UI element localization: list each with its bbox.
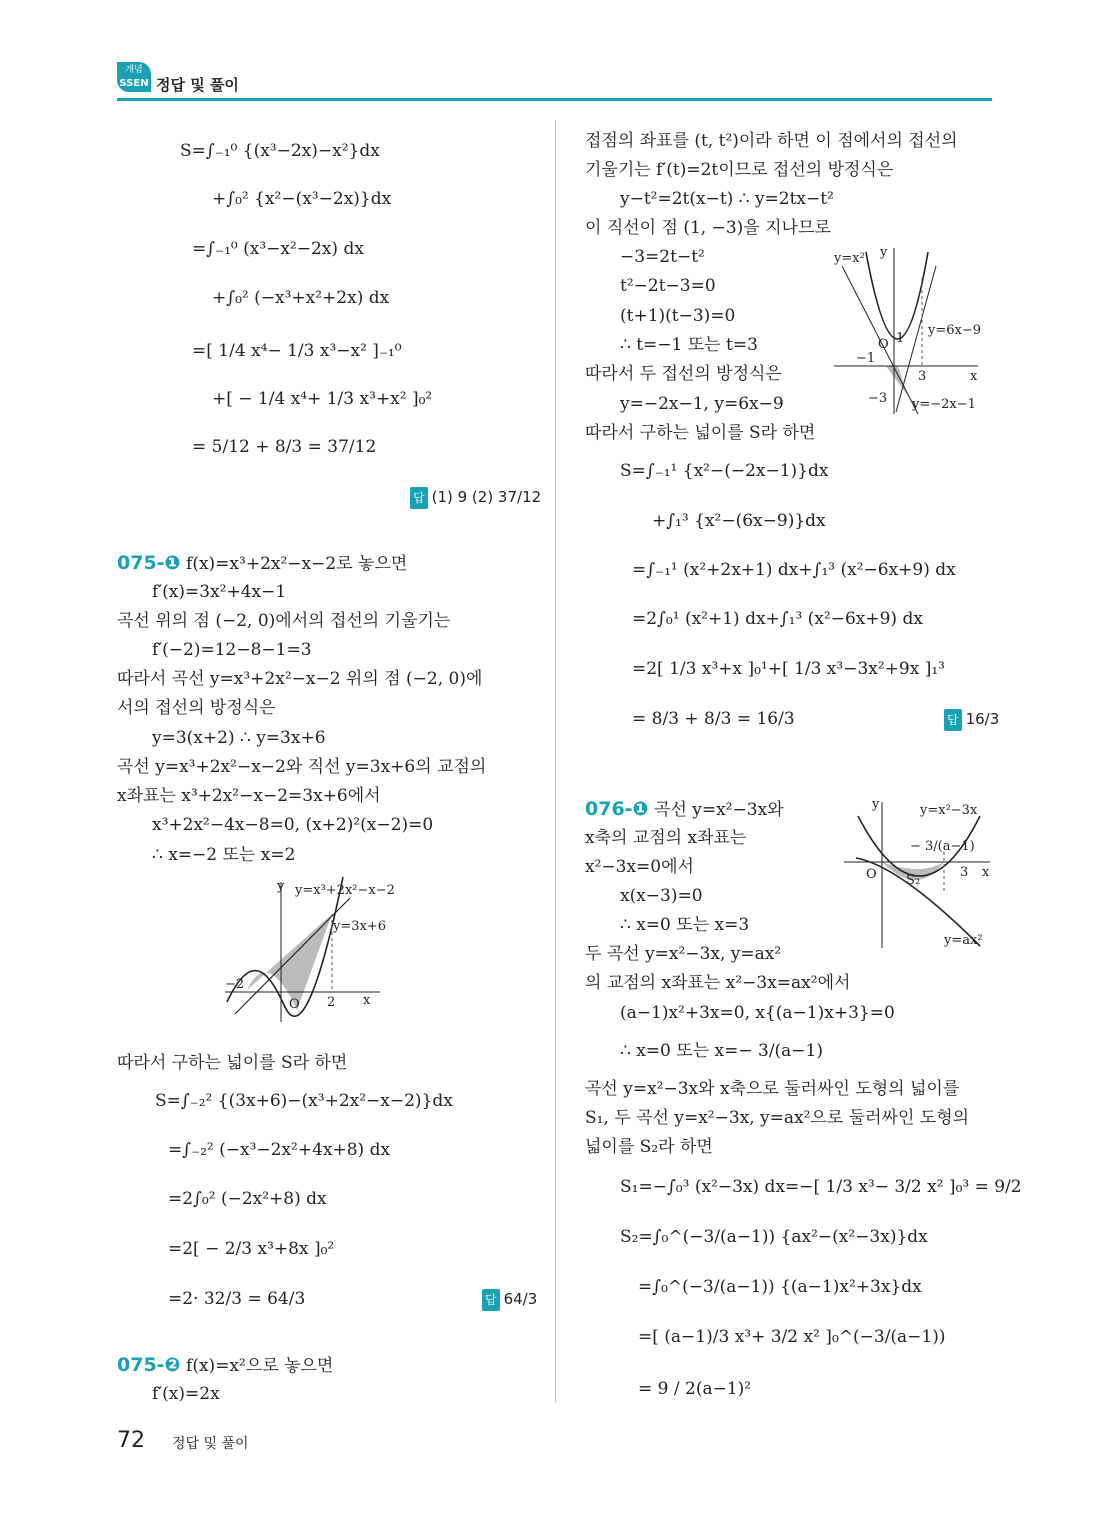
text-line: f′(−2)=12−8−1=3 [152, 640, 312, 660]
origin-label: O [878, 337, 889, 352]
math-line: =2[ − 2/3 x³+8x ]₀² [168, 1239, 335, 1259]
text-line: −3=2t−t² [620, 247, 705, 267]
answer-text: 64/3 [503, 1290, 538, 1308]
answer-line [482, 1288, 537, 1311]
text-line: x³+2x²−4x−8=0, (x+2)²(x−2)=0 [152, 815, 434, 835]
problem-number: 075-❷ [117, 1354, 181, 1376]
line2-label: y=−2x−1 [912, 397, 976, 412]
math-line: = 8/3 + 8/3 = 16/3 [632, 709, 795, 729]
math-line: +∫₁³ {x²−(6x−9)}dx [652, 511, 826, 531]
text-line: ∴ t=−1 또는 t=3 [620, 335, 758, 355]
text-line: 따라서 구하는 넓이를 S라 하면 [585, 423, 816, 443]
area-graph [840, 796, 994, 952]
problem-075-1 [117, 552, 407, 575]
answer-badge: 답 [410, 487, 428, 509]
origin-label: O [289, 997, 300, 1012]
x-label: x [363, 993, 371, 1008]
answer-line [410, 486, 541, 509]
text-line: 이 직선이 점 (1, −3)을 지나므로 [585, 218, 831, 238]
y-label: y [880, 245, 888, 260]
text-line: ∴ x=−2 또는 x=2 [152, 845, 296, 865]
answer-badge: 답 [944, 709, 962, 731]
math-line: +∫₀² {x²−(x³−2x)}dx [212, 189, 392, 209]
text-line: t²−2t−3=0 [620, 276, 716, 296]
math-line: S₁=−∫₀³ (x²−3x) dx=−[ 1/3 x³− 3/2 x² ]₀³ = 9/2 [620, 1177, 1022, 1197]
origin-label: O [866, 867, 877, 882]
math-line: S=∫₋₁¹ {x²−(−2x−1)}dx [620, 461, 829, 481]
text-line: 곡선 위의 점 (−2, 0)에서의 접선의 기울기는 [117, 611, 451, 631]
math-line: = 5/12 + 8/3 = 37/12 [192, 437, 377, 457]
text-line: S₁, 두 곡선 y=x²−3x, y=ax²으로 둘러싸인 도형의 [585, 1108, 970, 1128]
section-title: 정답 및 풀이 [156, 76, 239, 94]
math-line: S=∫₋₂² {(3x+6)−(x³+2x²−x−2)}dx [155, 1091, 453, 1111]
tick-neg1: −1 [856, 351, 876, 366]
answer-line [944, 708, 999, 731]
text-line: f′(x)=2x [152, 1384, 220, 1404]
text-line: 넓이를 S₂라 하면 [585, 1137, 713, 1157]
s2-label: S₂ [906, 873, 921, 888]
text-line: x²−3x=0에서 [585, 857, 694, 877]
text-line: x축의 교점의 x좌표는 [585, 828, 747, 848]
tangent-graph [828, 238, 994, 416]
brand-logo: 개념 SSEN [117, 62, 151, 92]
text-line: y−t²=2t(x−t) ∴ y=2tx−t² [620, 189, 834, 209]
math-line: =∫₀^(−3/(a−1)) {(a−1)x²+3x}dx [638, 1277, 922, 1297]
text-line: 따라서 두 접선의 방정식은 [585, 364, 782, 384]
math-line: S₂=∫₀^(−3/(a−1)) {ax²−(x²−3x)}dx [620, 1227, 928, 1247]
tick-neg2: −2 [225, 977, 245, 992]
text-line: 두 곡선 y=x²−3x, y=ax² [585, 944, 782, 964]
y-label: y [872, 797, 880, 812]
math-line: +∫₀² (−x³+x²+2x) dx [212, 288, 390, 308]
math-line: =2∫₀¹ (x²+1) dx+∫₁³ (x²−6x+9) dx [632, 609, 923, 629]
tick-2: 2 [327, 995, 336, 1010]
problem-076-1 [585, 798, 784, 821]
text-line: x좌표는 x³+2x²−x−2=3x+6에서 [117, 786, 381, 806]
problem-number: 075-❶ [117, 552, 181, 574]
text-line: 따라서 구하는 넓이를 S라 하면 [117, 1053, 348, 1073]
text-line: 따라서 곡선 y=x³+2x²−x−2 위의 점 (−2, 0)에 [117, 669, 483, 689]
y-label: y [277, 879, 285, 894]
math-line: +[ − 1/4 x⁴+ 1/3 x³+x² ]₀² [212, 389, 433, 409]
answer-text: 16/3 [965, 710, 1000, 728]
math-line: =∫₋₁¹ (x²+2x+1) dx+∫₁³ (x²−6x+9) dx [632, 560, 956, 580]
math-line: S=∫₋₁⁰ {(x³−2x)−x²}dx [180, 141, 380, 161]
text-line: 기울기는 f′(t)=2t이므로 접선의 방정식은 [585, 160, 894, 180]
text-line: 곡선 y=x²−3x와 x축으로 둘러싸인 도형의 넓이를 [585, 1079, 960, 1099]
answer-text: (1) 9 (2) 37/12 [431, 488, 542, 506]
text-line: 곡선 y=x²−3x와 [654, 800, 784, 820]
text-line: (t+1)(t−3)=0 [620, 306, 736, 326]
header-rule [117, 98, 992, 101]
text-line: 접점의 좌표를 (t, t²)이라 하면 이 점에서의 접선의 [585, 131, 958, 151]
math-line: =∫₋₂² (−x³−2x²+4x+8) dx [168, 1140, 391, 1160]
tick-1: 1 [896, 331, 905, 346]
line1-label: y=6x−9 [928, 323, 982, 338]
column-divider [555, 120, 556, 1402]
text-line: y=3(x+2) ∴ y=3x+6 [152, 728, 326, 748]
curve-label: y=x²−3x [920, 803, 978, 818]
math-line: = 9 / 2(a−1)² [638, 1379, 752, 1399]
root-label: − 3/(a−1) [910, 839, 975, 854]
tick-neg3: −3 [868, 391, 888, 406]
parabola [866, 252, 928, 339]
x-label: x [982, 865, 990, 880]
text-line: f(x)=x³+2x²−x−2로 놓으면 [186, 554, 408, 574]
answer-badge: 답 [482, 1289, 500, 1311]
problem-075-2 [117, 1354, 333, 1377]
text-line: f(x)=x²으로 놓으면 [186, 1356, 334, 1376]
math-line: =2∫₀² (−2x²+8) dx [168, 1189, 327, 1209]
x-label: x [970, 369, 978, 384]
curve-label: y=x³+2x²−x−2 [295, 883, 395, 898]
curve-label: y=x² [834, 251, 865, 266]
text-line: ∴ x=0 또는 x=− 3/(a−1) [620, 1041, 824, 1061]
text-line: (a−1)x²+3x=0, x{(a−1)x+3}=0 [620, 1003, 895, 1023]
footer-title: 정답 및 풀이 [172, 1436, 249, 1452]
line-label: y=3x+6 [333, 919, 387, 934]
math-line: =2[ 1/3 x³+x ]₀¹+[ 1/3 x³−3x²+9x ]₁³ [632, 659, 945, 679]
tick-3: 3 [960, 865, 969, 880]
text-line: y=−2x−1, y=6x−9 [620, 394, 784, 414]
math-line: =[ (a−1)/3 x³+ 3/2 x² ]₀^(−3/(a−1)) [638, 1327, 946, 1347]
text-line: 의 교점의 x좌표는 x²−3x=ax²에서 [585, 973, 851, 993]
curve2-label: y=ax² [944, 933, 983, 948]
math-line: =2· 32/3 = 64/3 [168, 1289, 306, 1309]
problem-number: 076-❶ [585, 798, 649, 820]
cubic-graph [215, 872, 415, 1030]
page-number: 72 [117, 1428, 145, 1453]
text-line: f′(x)=3x²+4x−1 [152, 582, 287, 602]
math-line: =∫₋₁⁰ (x³−x²−2x) dx [192, 239, 364, 259]
math-line: =[ 1/4 x⁴− 1/3 x³−x² ]₋₁⁰ [192, 341, 402, 361]
text-line: ∴ x=0 또는 x=3 [620, 915, 750, 935]
text-line: 곡선 y=x³+2x²−x−2와 직선 y=3x+6의 교점의 [117, 757, 487, 777]
text-line: 서의 접선의 방정식은 [117, 698, 276, 718]
text-line: x(x−3)=0 [620, 886, 703, 906]
tick-3: 3 [918, 369, 927, 384]
